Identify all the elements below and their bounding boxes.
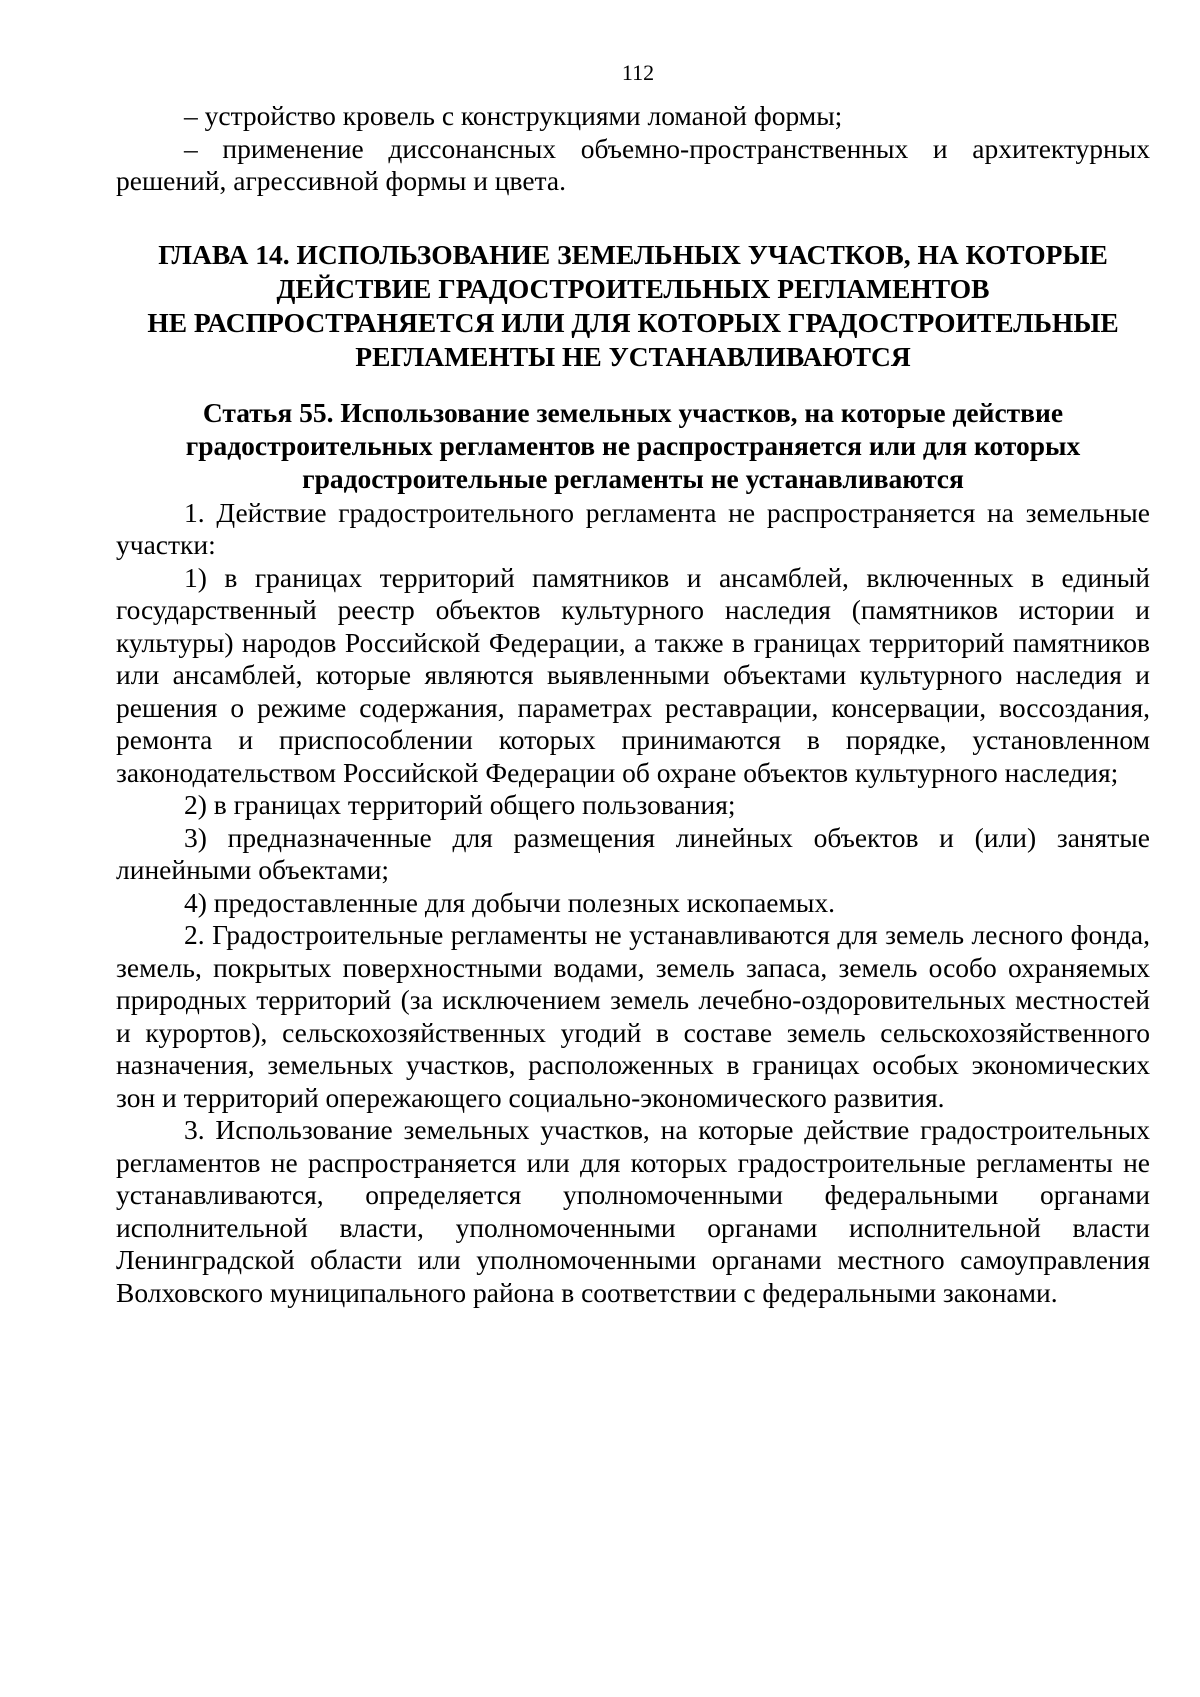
paragraph-1-item-1: 1) в границах территорий памятников и ансамблей, включенных в единый государственный реестр объектов культурного наследия (памятников истории и культуры) народов Российской Федерации, а также в границах территорий памятников или ансамблей, которые являются выявленными объектами культурного наследия и решения о режиме содержания, параметрах реставрации, консервации, воссоздания, ремонта и приспособлении которых принимаются в порядке, установленном законодательством Российской Федерации об охране объектов культурного наследия; <box>116 561 1150 788</box>
document-page <box>116 60 1150 1309</box>
paragraph-1-item-3: 3) предназначенные для размещения линейных объектов и (или) занятые линейными объектами; <box>116 821 1150 885</box>
paragraph-2: 2. Градостроительные регламенты не устанавливаются для земель лесного фонда, земель, покрытых поверхностными водами, земель запаса, земель особо охраняемых природных территорий (за исключением земель лечебно-оздоровительных местностей и курортов), сельскохозяйственных угодий в составе земель сельскохозяйственного назначения, земельных участков, расположенных в границах особых экономических зон и территорий опережающего социально-экономического развития. <box>116 919 1150 1113</box>
paragraph-1-item-2: 2) в границах территорий общего пользования; <box>184 789 736 820</box>
paragraph-3: 3. Использование земельных участков, на которые действие градостроительных регламентов не распространяется или для которых градостроительные регламенты не устанавливаются, определяется уполномоченными федеральными органами исполнительной власти, уполномоченными органами исполнительной власти Ленинградской области или уполномоченными органами местного самоуправления Волховского муниципального района в соответствии с федеральными законами. <box>116 1114 1150 1308</box>
paragraph-1: 1. Действие градостроительного регламента не распространяется на земельные участки: <box>116 496 1150 560</box>
page-number: 112 <box>621 60 655 85</box>
paragraph-1-item-4: 4) предоставленные для добычи полезных ископаемых. <box>184 886 836 918</box>
intro-item-1: – устройство кровель с конструкциями ломаной формы; <box>184 100 843 131</box>
article-title: Статья 55. Использование земельных участков, на которые действие градостроительных регламентов не распространяется или для которых градостроительные регламенты не устанавливаются <box>185 396 1081 494</box>
intro-item-2: – применение диссонансных объемно-пространственных и архитектурных решений, агрессивной формы и цвета. <box>116 132 1150 196</box>
chapter-title: ГЛАВА 14. ИСПОЛЬЗОВАНИЕ ЗЕМЕЛЬНЫХ УЧАСТКОВ, НА КОТОРЫЕ ДЕЙСТВИЕ ГРАДОСТРОИТЕЛЬНЫХ РЕГЛАМЕНТОВ НЕ РАСПРОСТРАНЯЕТСЯ ИЛИ ДЛЯ КОТОРЫХ ГРАДОСТРОИТЕЛЬНЫЕ РЕГЛАМЕНТЫ НЕ УСТАНАВЛИВАЮТСЯ <box>147 238 1119 372</box>
